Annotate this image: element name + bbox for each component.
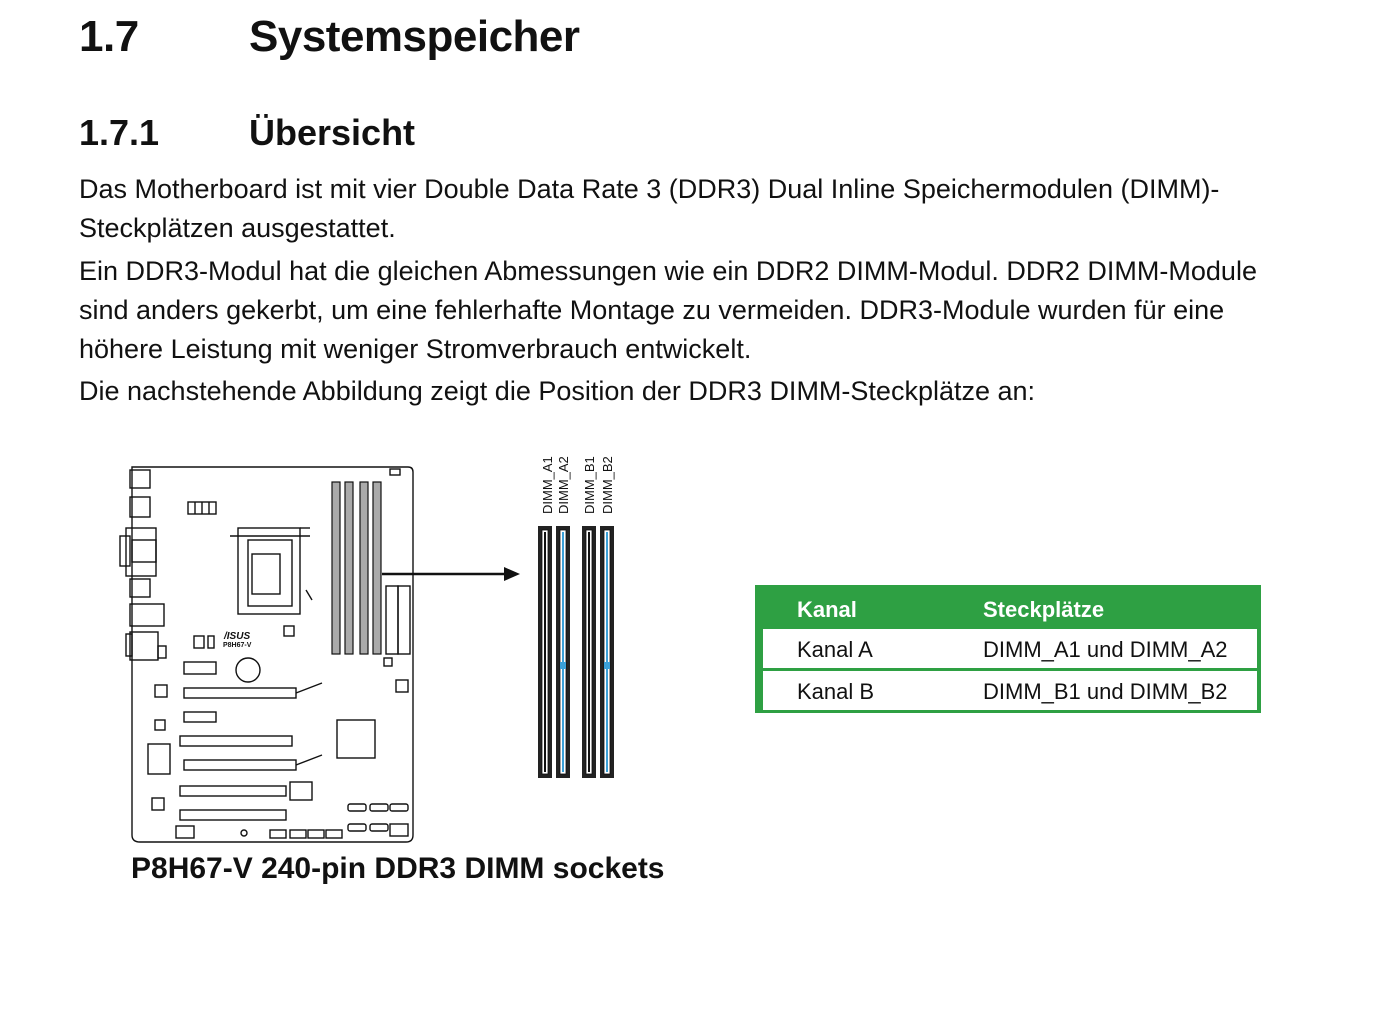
paragraph-ddr3-details: Ein DDR3-Modul hat die gleichen Abmessungen wie ein DDR2 DIMM-Modul. DDR2 DIMM-Module sind anders gekerbt, um eine fehlerhafte Montage zu vermeiden. DDR3-Module wurden für eine höhere Leistung mit weniger Stromverbrauch entwickelt. <box>79 256 1257 364</box>
section-heading <box>79 12 580 62</box>
cpu-socket <box>248 540 292 606</box>
arrow-head-icon <box>504 567 520 581</box>
table-row <box>763 668 1257 710</box>
subsection-number: 1.7.1 <box>79 112 160 153</box>
dimm-label-b2: DIMM_B2 <box>600 456 615 514</box>
io-port <box>130 604 164 626</box>
dimm-label-a1: DIMM_A1 <box>540 456 555 514</box>
io-port <box>130 470 150 488</box>
bottom-header <box>176 826 194 838</box>
chipset-header <box>184 662 216 674</box>
sata-connector <box>348 824 366 831</box>
chip <box>290 782 312 800</box>
table-cell-slots: DIMM_B1 und DIMM_B2 <box>983 679 1228 704</box>
cpu-socket-center <box>252 554 280 594</box>
table-cell-channel: Kanal A <box>797 637 873 662</box>
cmos-battery <box>236 658 260 682</box>
board-dimm-slot-a2 <box>345 482 353 654</box>
sata-connector <box>348 804 366 811</box>
dimm-socket-b1 <box>582 526 596 778</box>
header-steckplaetze: Steckplätze <box>983 597 1105 622</box>
pci-slot <box>180 786 286 796</box>
pcie-x1-slot <box>184 712 216 722</box>
pcie-slot <box>184 760 296 770</box>
sata-connector <box>390 804 408 811</box>
channel-table <box>755 585 1261 713</box>
dimm-sockets-detail <box>520 440 620 785</box>
board-dimm-slot-b2 <box>373 482 381 654</box>
section-title: Systemspeicher <box>249 12 580 61</box>
pcie-slot <box>184 688 296 698</box>
channel-table-header <box>759 585 1257 629</box>
board-corner-mark <box>390 469 400 475</box>
sata-connector <box>370 824 388 831</box>
board-dimm-slot-b1 <box>360 482 368 654</box>
header-kanal: Kanal <box>797 597 857 622</box>
io-port <box>130 497 150 517</box>
front-panel-header <box>390 824 408 836</box>
paragraph-intro: Das Motherboard ist mit vier Double Data Rate 3 (DDR3) Dual Inline Speichermodulen (DIMM)-Steckplätzen ausgestattet. <box>79 174 1220 243</box>
io-port <box>130 632 158 660</box>
io-port <box>132 540 156 562</box>
table-row <box>763 629 1257 668</box>
section-number: 1.7 <box>79 12 139 61</box>
subsection-heading <box>79 112 415 154</box>
paragraph-figure-intro: Die nachstehende Abbildung zeigt die Position der DDR3 DIMM-Steckplätze an: <box>79 376 1036 406</box>
io-port <box>130 579 150 597</box>
figure-caption: P8H67-V 240-pin DDR3 DIMM sockets <box>131 852 665 885</box>
dimm-label-b1: DIMM_B1 <box>582 456 597 514</box>
dimm-socket-a2 <box>556 526 570 778</box>
motherboard-diagram <box>100 440 520 850</box>
sata-connector <box>370 804 388 811</box>
board-dimm-slot-a1 <box>332 482 340 654</box>
pci-slot <box>180 736 292 746</box>
chipset-heatsink <box>337 720 375 758</box>
dimm-socket-b2 <box>600 526 614 778</box>
pci-slot <box>180 810 286 820</box>
subsection-title: Übersicht <box>249 112 416 153</box>
io-port <box>158 646 166 658</box>
atx-24pin-connector <box>398 586 410 654</box>
io-port <box>120 536 130 566</box>
table-cell-slots: DIMM_A1 und DIMM_A2 <box>983 637 1228 662</box>
dimm-socket-a1 <box>538 526 552 778</box>
io-port <box>126 634 132 656</box>
asus-logo: /ISUS <box>224 631 251 642</box>
table-cell-channel: Kanal B <box>797 679 875 704</box>
board-model-label: P8H67-V <box>223 642 252 649</box>
dimm-label-a2: DIMM_A2 <box>556 456 571 514</box>
